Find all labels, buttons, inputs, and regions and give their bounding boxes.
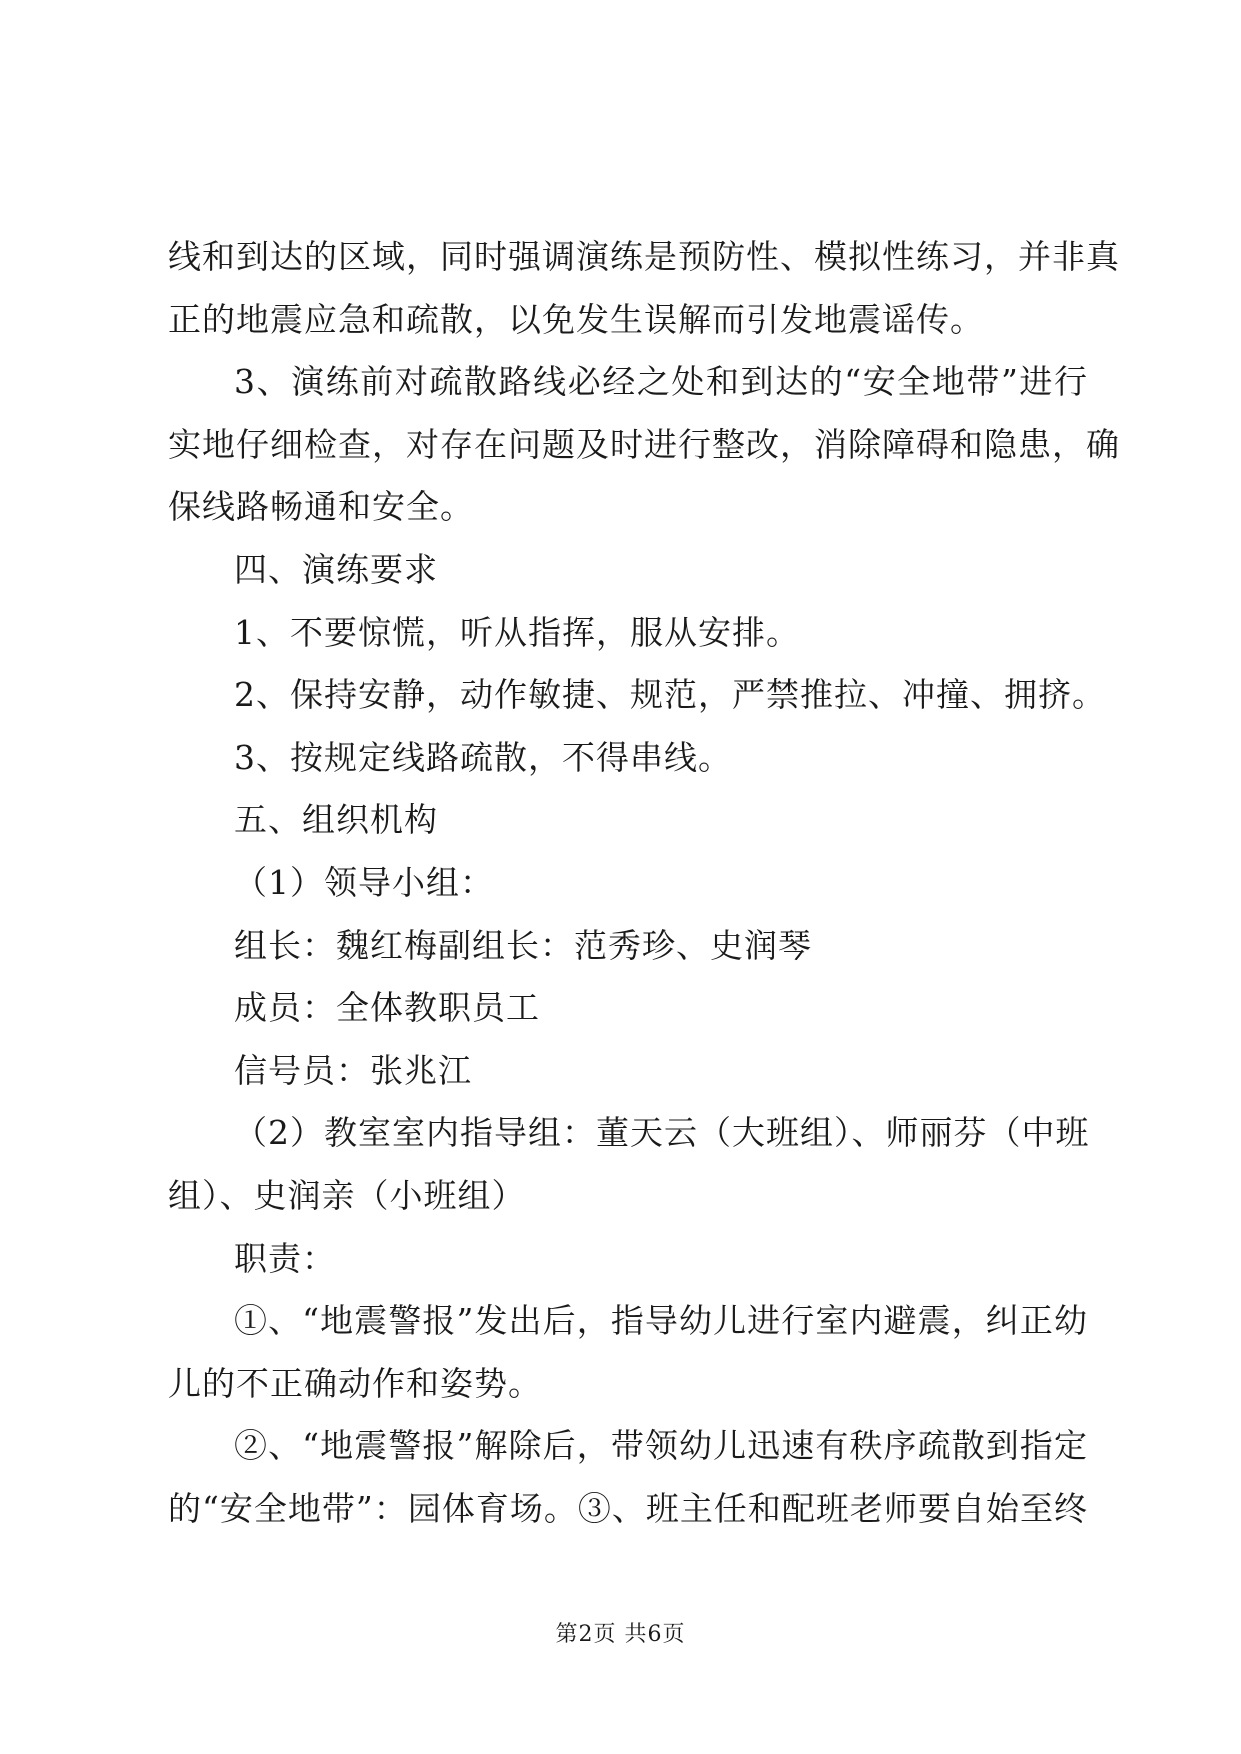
body-line: 1、不要惊慌，听从指挥，服从安排。 xyxy=(234,612,800,652)
body-line: 组长：魏红梅副组长：范秀珍、史润琴 xyxy=(234,925,812,965)
body-line: 保线路畅通和安全。 xyxy=(168,487,474,527)
document-body xyxy=(168,226,1120,1540)
sub-heading: （1）领导小组： xyxy=(234,862,494,902)
section-heading: 四、演练要求 xyxy=(234,549,438,589)
body-line: 3、按规定线路疏散，不得串线。 xyxy=(234,737,732,777)
body-line: ②、“地震警报”解除后，带领幼儿迅速有秩序疏散到指定 xyxy=(234,1426,1088,1466)
body-line: 线和到达的区域，同时强调演练是预防性、模拟性练习，并非真 xyxy=(168,237,1120,276)
body-line: 正的地震应急和疏散，以免发生误解而引发地震谣传。 xyxy=(168,299,984,339)
body-line: 实地仔细检查，对存在问题及时进行整改，消除障碍和隐患，确 xyxy=(168,424,1120,464)
body-line: 成员：全体教职员工 xyxy=(234,988,540,1028)
body-line: 3、演练前对疏散路线必经之处和到达的“安全地带”进行 xyxy=(234,362,1088,402)
body-line: 信号员：张兆江 xyxy=(234,1050,472,1090)
body-line: 组）、史润亲（小班组） xyxy=(168,1175,526,1215)
sub-heading: （2）教室室内指导组：董天云（大班组）、师丽芬（中班 xyxy=(234,1113,1090,1153)
section-heading: 五、组织机构 xyxy=(234,800,438,840)
body-line: 的“安全地带”：园体育场。③、班主任和配班老师要自始至终 xyxy=(168,1488,1088,1528)
body-line: 2、保持安静，动作敏捷、规范，严禁推拉、冲撞、拥挤。 xyxy=(234,675,1106,715)
page-footer: 第2页 共6页 xyxy=(555,1622,686,1647)
body-line: ①、“地震警报”发出后，指导幼儿进行室内避震，纠正幼 xyxy=(234,1301,1088,1341)
body-line: 职责： xyxy=(234,1238,336,1278)
body-line: 儿的不正确动作和姿势。 xyxy=(168,1363,542,1403)
